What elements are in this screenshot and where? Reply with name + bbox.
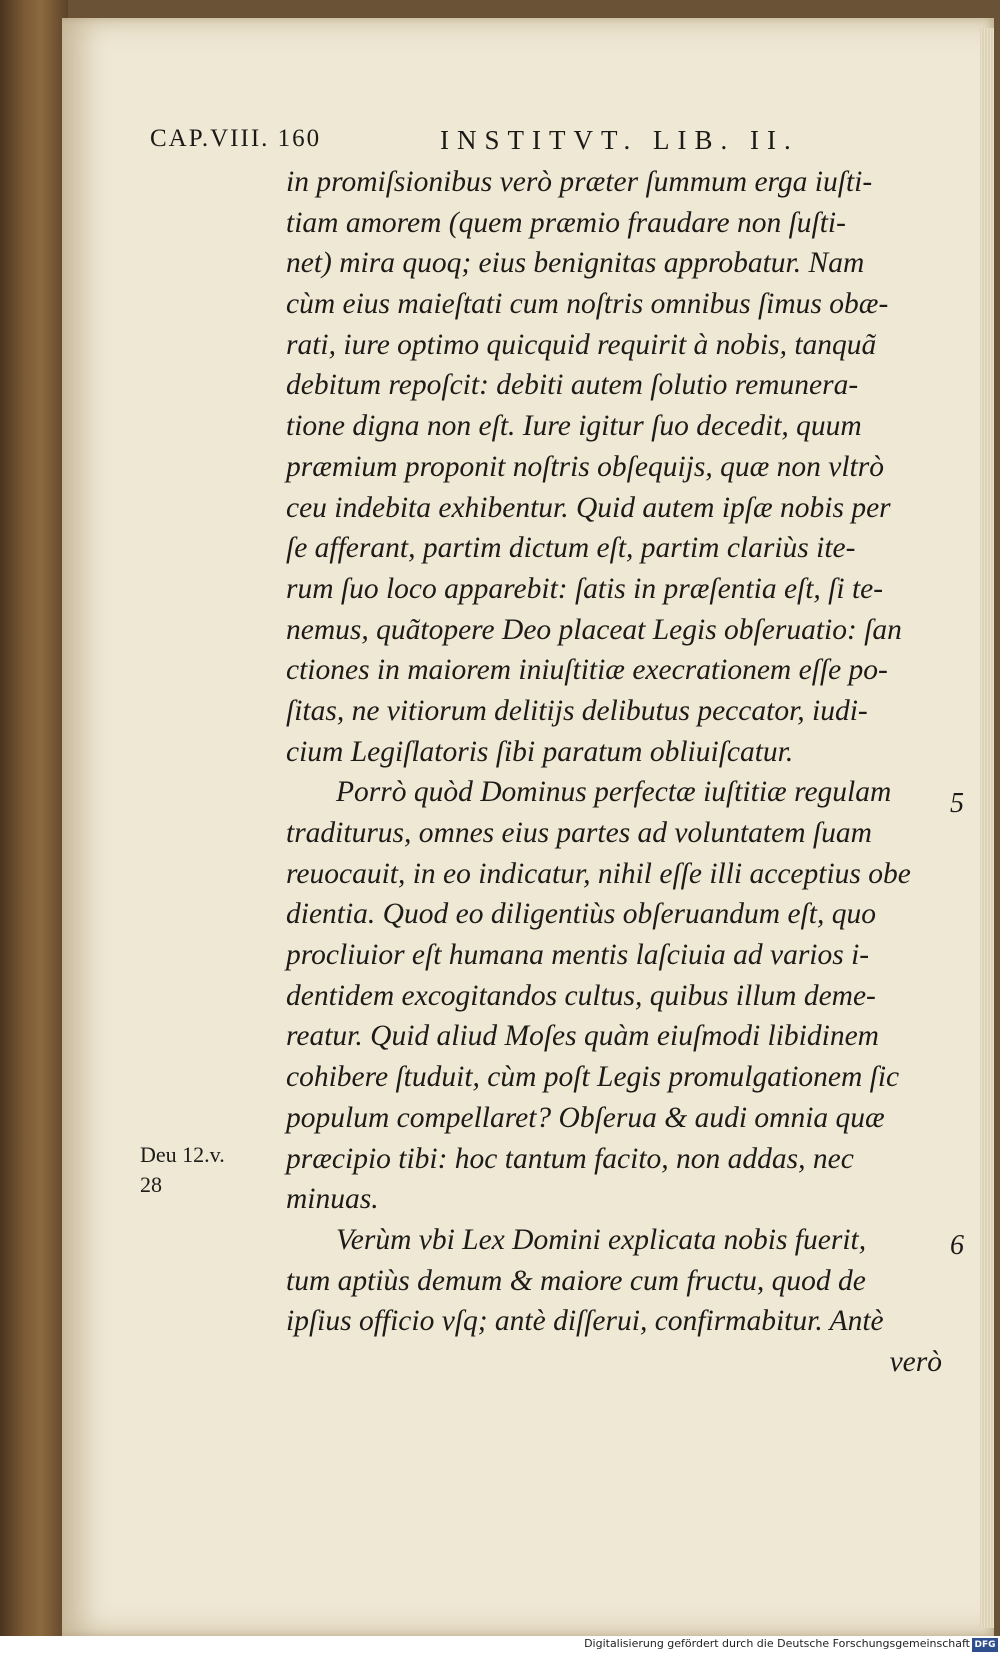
catchword: verò <box>889 1345 942 1378</box>
text-line: tione digna non eſt. Iure igitur ſuo decedit, quum <box>286 410 862 443</box>
text-line: rati, iure optimo quicquid requirit à nobis, tanquã <box>286 328 877 361</box>
section-number: 6 <box>950 1230 964 1261</box>
dfg-logo: DFG <box>972 1638 998 1652</box>
text-line: minuas. <box>286 1183 379 1216</box>
running-title: INSTITVT. LIB. II. <box>440 125 799 155</box>
text-line: cùm eius maieſtati cum noſtris omnibus ſimus obæ- <box>286 288 889 321</box>
body-text <box>286 162 946 1383</box>
funding-credit: Digitalisierung gefördert durch die Deutsche Forschungsgemeinschaft <box>584 1637 970 1650</box>
page-edge <box>980 28 994 1628</box>
margin-reference: Deu 12.v. <box>140 1142 225 1167</box>
paragraph-start-line: Porrò quòd Dominus perfectæ iuſtitiæ regulam <box>336 776 892 809</box>
margin-reference-verse: 28 <box>140 1172 162 1197</box>
text-line: rum ſuo loco apparebit: ſatis in præſentia eſt, ſi te- <box>286 572 884 605</box>
text-line: præcipio tibi: hoc tantum facito, non addas, nec <box>286 1142 854 1175</box>
text-line: in promiſsionibus verò præter ſummum erga iuſti- <box>286 166 873 198</box>
text-line: ctiones in maiorem iniuſtitiæ execrationem eſſe po- <box>286 654 888 687</box>
text-line: præmium proponit noſtris obſequijs, quæ non vltrò <box>286 450 884 483</box>
text-line: reatur. Quid aliud Moſes quàm eiuſmodi libidinem <box>286 1020 879 1053</box>
text-line: ſe afferant, partim dictum eſt, partim clariùs ite- <box>286 532 856 565</box>
text-line: debitum repoſcit: debiti autem ſolutio remunera- <box>286 369 859 402</box>
text-line: dientia. Quod eo diligentiùs obſeruandum eſt, quo <box>286 898 876 931</box>
text-line: cohibere ſtuduit, cùm poſt Legis promulgationem ſic <box>286 1061 900 1094</box>
text-line: cium Legiſlatoris ſibi paratum obliuiſcatur. <box>286 735 794 768</box>
text-line: dentidem excogitandos cultus, quibus illum deme- <box>286 979 876 1012</box>
text-line: traditurus, omnes eius partes ad voluntatem ſuam <box>286 817 872 849</box>
text-line: nemus, quãtopere Deo placeat Legis obſeruatio: ſan <box>286 613 902 646</box>
chapter-page-number: CAP.VIII. 160 <box>150 125 322 152</box>
text-line: ceu indebita exhibentur. Quid autem ipſæ nobis per <box>286 491 891 524</box>
running-header <box>150 125 850 165</box>
text-line: ipſius officio vſq; antè diſſerui, confirmabitur. Antè <box>286 1305 884 1338</box>
digitization-footer <box>0 1636 1000 1655</box>
text-line: ſitas, ne vitiorum delitijs delibutus peccator, iudi- <box>286 694 868 727</box>
section-number: 5 <box>950 788 964 819</box>
text-line: net) mira quoq; eius benignitas approbatur. Nam <box>286 247 865 280</box>
paragraph-start-line: Verùm vbi Lex Domini explicata nobis fuerit, <box>336 1223 867 1256</box>
book-binding-edge <box>0 0 68 1655</box>
text-line: reuocauit, in eo indicatur, nihil eſſe illi acceptius obe <box>286 857 911 890</box>
text-line: populum compellaret? Obſerua & audi omnia quæ <box>286 1101 885 1134</box>
text-line: tum aptiùs demum & maiore cum fructu, quod de <box>286 1264 866 1297</box>
text-line: tiam amorem (quem præmio fraudare non ſuſti- <box>286 206 846 239</box>
text-line: procliuior eſt humana mentis laſciuia ad varios i- <box>286 939 870 972</box>
